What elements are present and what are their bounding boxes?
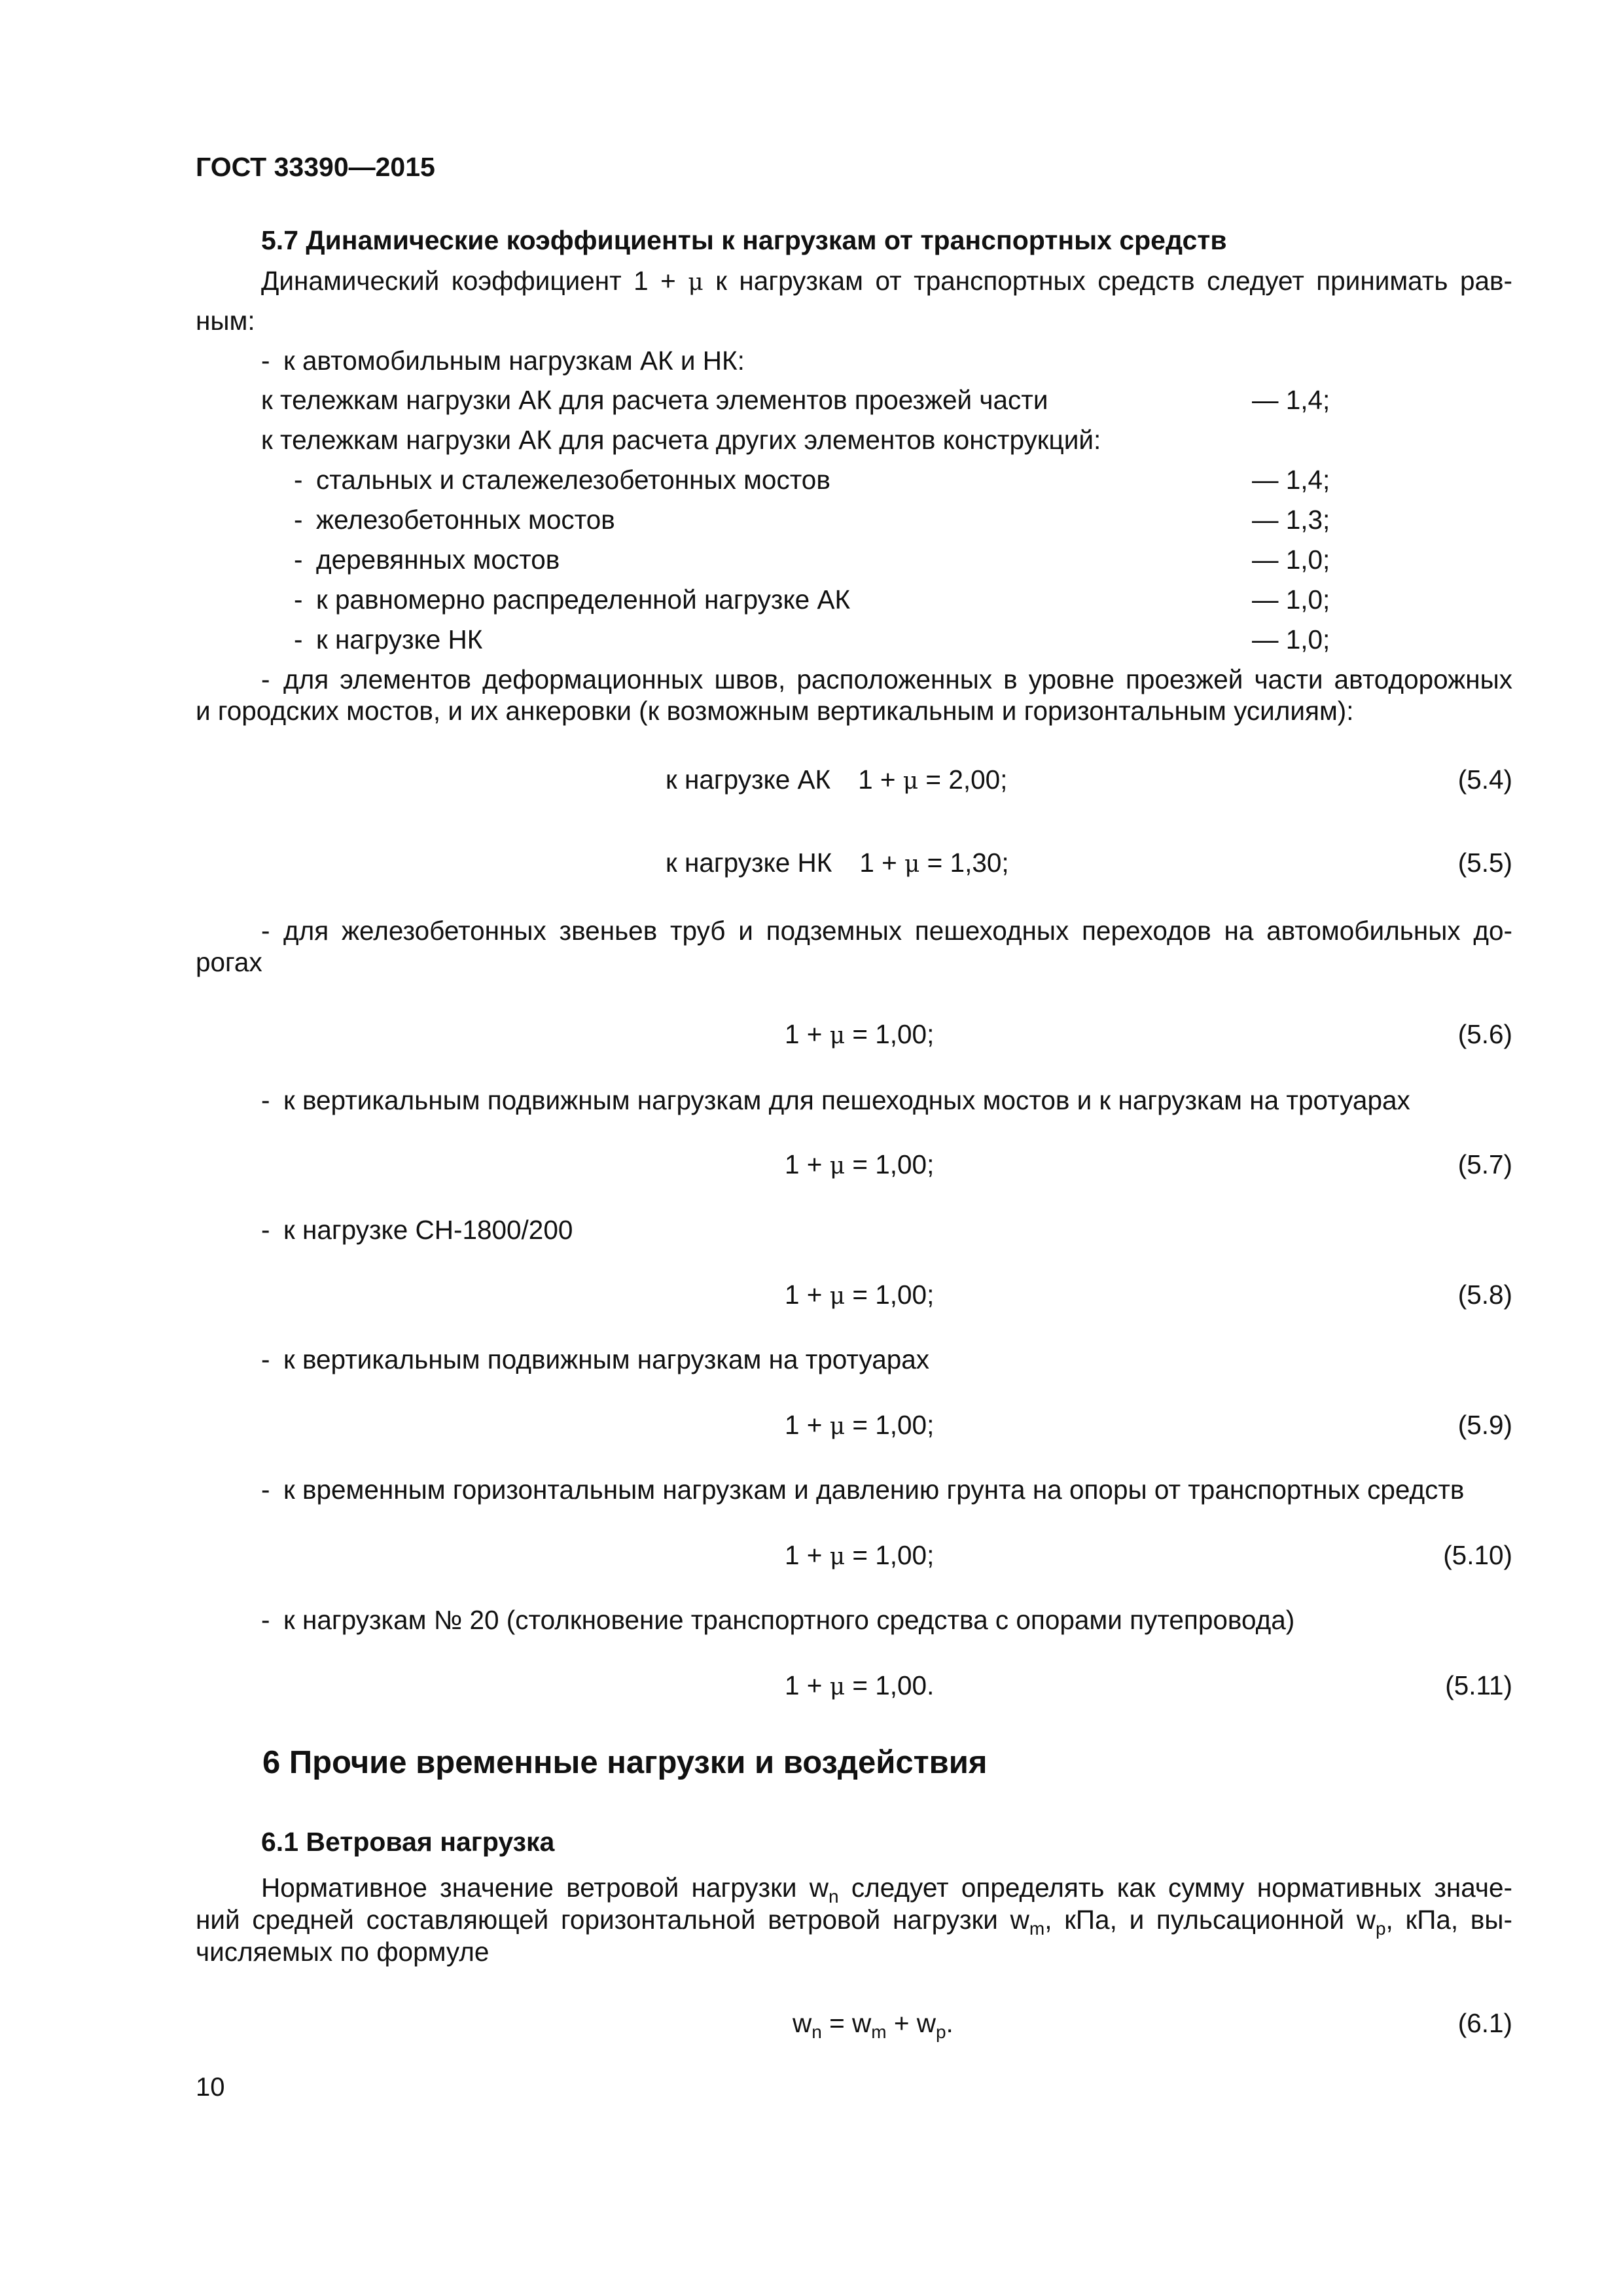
value-rc-bridges: — 1,3; [1252, 505, 1330, 535]
list-item-uniform-load: - к равномерно распределенной нагрузке АК [294, 584, 851, 615]
formula-number-6-1: (6.1) [1457, 2008, 1512, 2038]
ch-load-line: - к нагрузке СН-1800/200 [261, 1215, 573, 1245]
formula-5-9: 1 + μ = 1,00; [785, 1410, 935, 1440]
row-bogies-other: к тележкам нагрузки АК для расчета других элементов конструкций: [261, 425, 1101, 455]
list-item-rc-bridges: - железобетонных мостов [294, 505, 615, 535]
value-uniform-load: — 1,0; [1252, 584, 1330, 615]
joints-line-2: и городских мостов, и их анкеровки (к возможным вертикальным и горизонтальным усилиям): [196, 696, 1354, 726]
formula-5-8: 1 + μ = 1,00; [785, 1280, 935, 1310]
section-5-7-title: 5.7 Динамические коэффициенты к нагрузкам от транспортных средств [261, 225, 1227, 255]
list-item-auto-loads: - к автомобильным нагрузкам АК и НК: [261, 346, 745, 376]
formula-number-5-6: (5.6) [1457, 1019, 1512, 1049]
intro-line-2: ным: [196, 306, 255, 336]
formula-number-5-4: (5.4) [1457, 764, 1512, 795]
pedestrian-line: - к вертикальным подвижным нагрузкам для пешеходных мостов и к нагрузкам на тротуарах [261, 1085, 1410, 1115]
formula-number-5-10: (5.10) [1443, 1540, 1512, 1570]
sidewalk-line: - к вертикальным подвижным нагрузкам на тротуарах [261, 1344, 930, 1374]
formula-6-1: $w_n = w_m + w_p$. [793, 2008, 954, 2042]
pipes-line-1: - для железобетонных звеньев труб и подземных пешеходных переходов на автомобильных до- [261, 916, 1512, 946]
formula-5-7: 1 + μ = 1,00; [785, 1149, 935, 1179]
wind-line-3: числяемых по формуле [196, 1937, 490, 1967]
list-item-wooden-bridges: - деревянных мостов [294, 545, 560, 575]
wind-line-2: ний средней составляющей горизонтальной ветровой нагрузки $w_m$, кПа, и пульсационной $w_p$, кПа, вы- [196, 1905, 1512, 1939]
horizontal-loads-line: - к временным горизонтальным нагрузкам и давлению грунта на опоры от транспортных средств [261, 1475, 1465, 1505]
value-bogies-roadway: — 1,4; [1252, 385, 1330, 415]
formula-number-5-11: (5.11) [1445, 1670, 1512, 1700]
formula-number-5-7: (5.7) [1457, 1149, 1512, 1179]
wind-line-1: Нормативное значение ветровой нагрузки $w_n$ следует определять как сумму нормативных значе- [261, 1873, 1512, 1907]
formula-number-5-9: (5.9) [1457, 1410, 1512, 1440]
intro-line-1: Динамический коэффициент 1 + μ к нагрузкам от транспортных средств следует принимать рав- [261, 266, 1512, 296]
formula-number-5-5: (5.5) [1457, 848, 1512, 878]
formula-5-4: к нагрузке АК 1 + μ = 2,00; [666, 764, 1008, 795]
load-20-line: - к нагрузкам № 20 (столкновение транспортного средства с опорами путепровода) [261, 1605, 1295, 1635]
section-6-1-title: 6.1 Ветровая нагрузка [261, 1827, 555, 1857]
formula-number-5-8: (5.8) [1457, 1280, 1512, 1310]
mu-symbol: μ [688, 269, 704, 296]
joints-line-1: - для элементов деформационных швов, расположенных в уровне проезжей части автодорожных [261, 664, 1512, 694]
value-steel-bridges: — 1,4; [1252, 465, 1330, 495]
formula-5-10: 1 + μ = 1,00; [785, 1540, 935, 1570]
document-code: ГОСТ 33390—2015 [196, 152, 435, 182]
row-bogies-roadway: к тележкам нагрузки АК для расчета элементов проезжей части [261, 385, 1048, 415]
pipes-line-2: рогах [196, 947, 262, 977]
formula-5-6: 1 + μ = 1,00; [785, 1019, 935, 1049]
list-item-nk-load: - к нагрузке НК [294, 624, 483, 655]
document-page [196, 0, 1512, 2296]
value-nk-load: — 1,0; [1252, 624, 1330, 655]
list-item-steel-bridges: - стальных и сталежелезобетонных мостов [294, 465, 830, 495]
page-number: 10 [196, 2073, 225, 2102]
formula-5-11: 1 + μ = 1,00. [785, 1670, 935, 1700]
value-wooden-bridges: — 1,0; [1252, 545, 1330, 575]
formula-5-5: к нагрузке НК 1 + μ = 1,30; [666, 848, 1009, 878]
section-6-title: 6 Прочие временные нагрузки и воздействия [262, 1745, 988, 1780]
